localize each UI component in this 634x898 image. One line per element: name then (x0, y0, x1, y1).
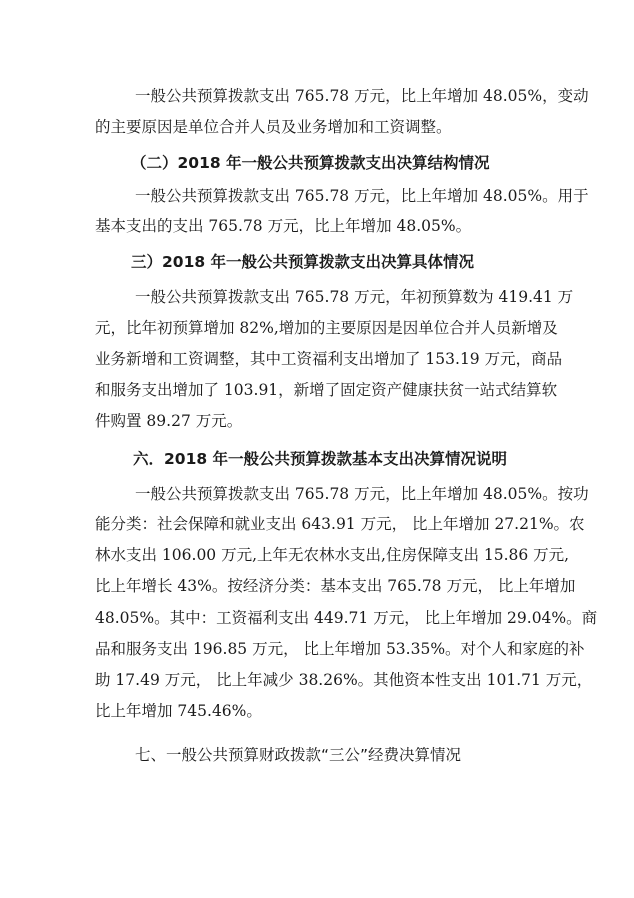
paragraph-line: 的主要原因是单位合并人员及业务增加和工资调整。 (95, 118, 452, 136)
paragraph-line: 件购置 89.27 万元。 (95, 412, 243, 430)
paragraph-line: 48.05%。其中：工资福利支出 449.71 万元， 比上年增加 29.04%。商 (95, 609, 598, 627)
paragraph-line: 一般公共预算拨款支出 765.78 万元，比上年增加 48.05%。用于 (135, 187, 589, 205)
paragraph-line: 业务新增和工资调整，其中工资福利支出增加了 153.19 万元，商品 (95, 350, 563, 368)
paragraph-line: 助 17.49 万元， 比上年减少 38.26%。其他资本性支出 101.71 万元， (95, 671, 593, 689)
paragraph-line: 林水支出 106.00 万元,上年无农林水支出,住房保障支出 15.86 万元, (95, 546, 570, 564)
paragraph-line: 元，比年初预算增加 82%,增加的主要原因是因单位合并人员新增及 (95, 319, 558, 337)
paragraph-line: 一般公共预算拨款支出 765.78 万元，比上年增加 48.05%。按功 (135, 485, 589, 503)
section-heading: （二）2018 年一般公共预算拨款支出决算结构情况 (131, 154, 490, 172)
paragraph-line: 比上年增加 745.46%。 (95, 702, 262, 720)
paragraph-line: 能分类：社会保障和就业支出 643.91 万元， 比上年增加 27.21%。农 (95, 515, 585, 533)
paragraph-line: 品和服务支出 196.85 万元， 比上年增加 53.35%。对个人和家庭的补 (95, 640, 585, 658)
section-heading: 三）2018 年一般公共预算拨款支出决算具体情况 (131, 253, 475, 271)
paragraph-line: 和服务支出增加了 103.91，新增了固定资产健康扶贫一站式结算软 (95, 381, 558, 399)
section-heading: 六．2018 年一般公共预算拨款基本支出决算情况说明 (133, 450, 508, 468)
paragraph-line: 比上年增长 43%。按经济分类：基本支出 765.78 万元， 比上年增加 (95, 577, 576, 595)
paragraph-line: 一般公共预算拨款支出 765.78 万元，年初预算数为 419.41 万 (135, 288, 574, 306)
paragraph-line: 基本支出的支出 765.78 万元，比上年增加 48.05%。 (95, 217, 472, 235)
section-heading: 七、一般公共预算财政拨款“三公”经费决算情况 (135, 746, 462, 764)
paragraph-line: 一般公共预算拨款支出 765.78 万元，比上年增加 48.05%，变动 (135, 87, 589, 105)
